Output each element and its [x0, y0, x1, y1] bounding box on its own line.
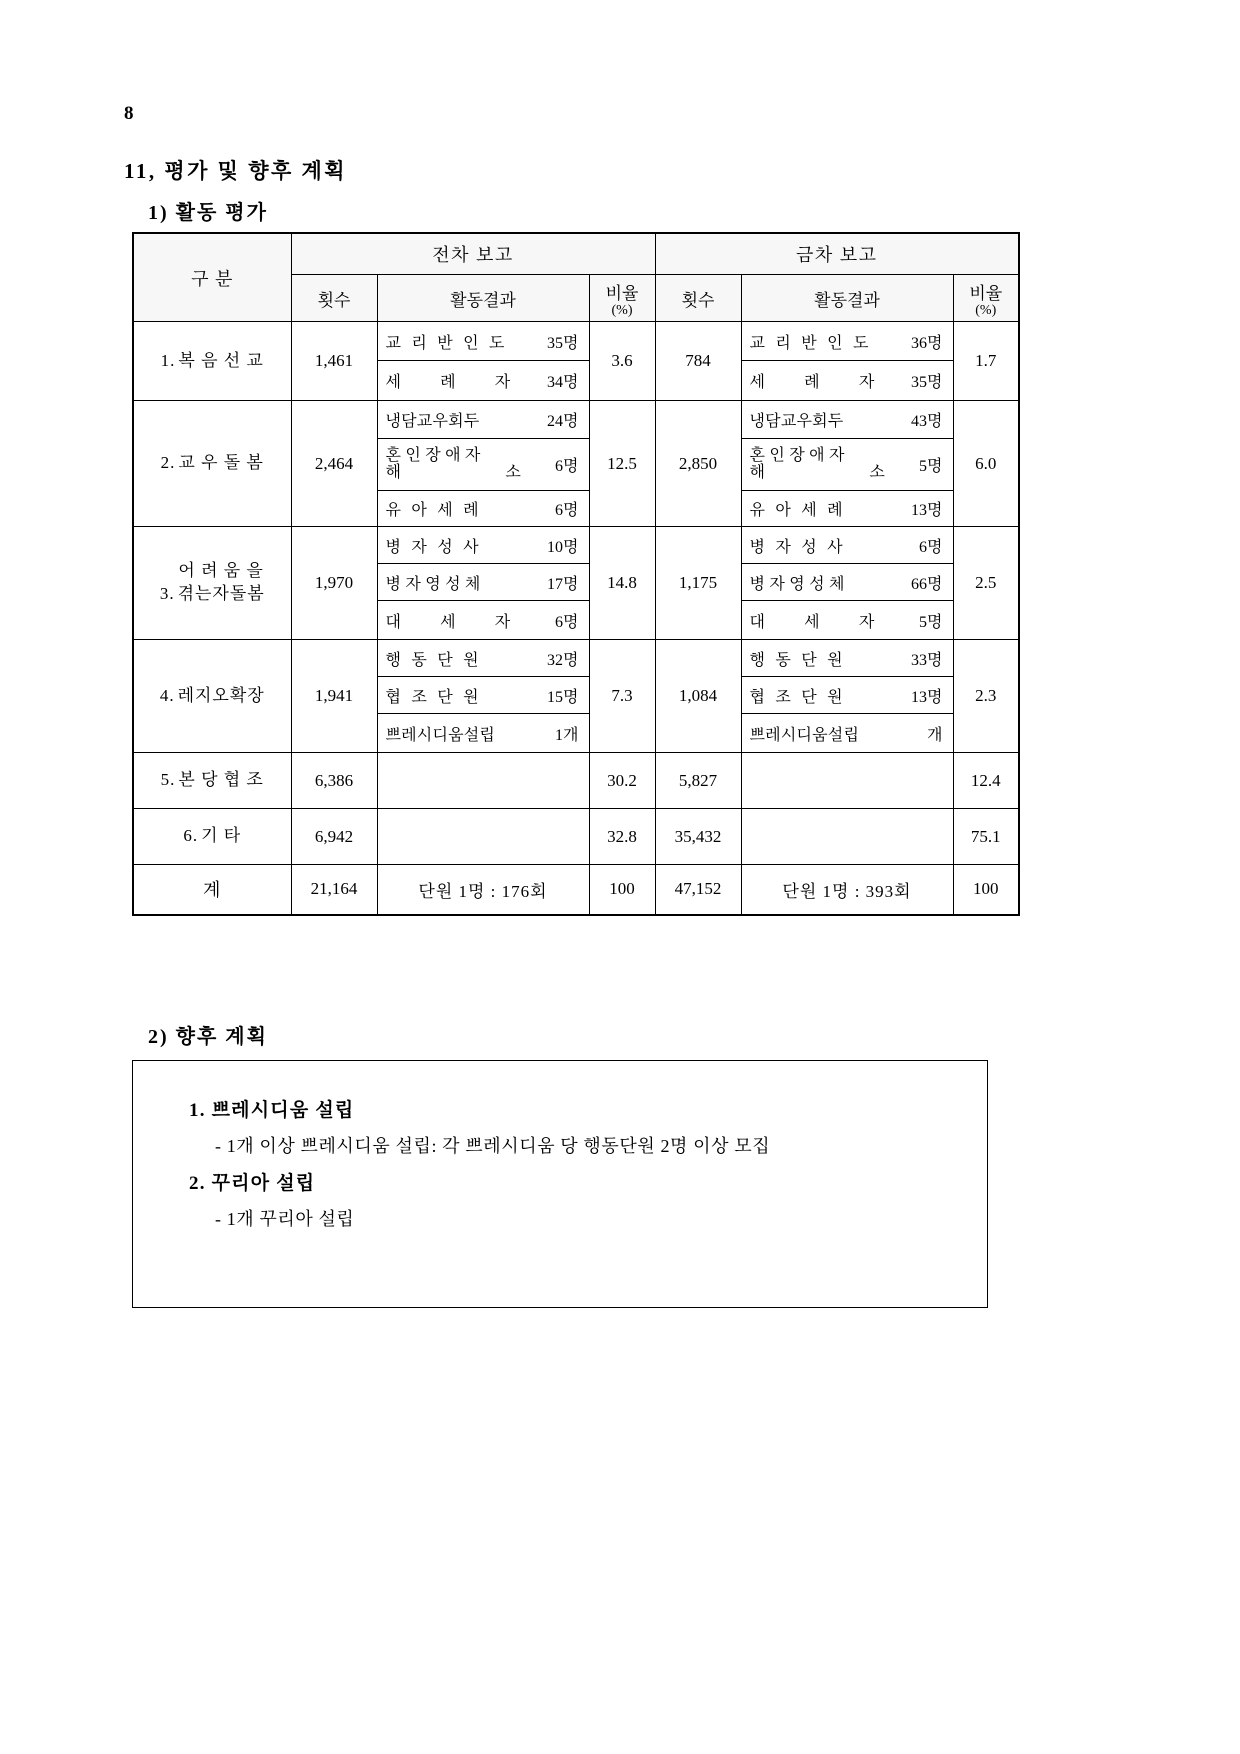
row-prev-count: 6,942 [291, 809, 377, 865]
result-item-value: 15명 [547, 688, 579, 706]
result-item-value: 6명 [919, 538, 943, 556]
result-item [378, 714, 589, 752]
result-item [742, 361, 953, 400]
row-prev-ratio: 14.8 [589, 527, 655, 640]
table-row [133, 640, 1019, 753]
row-prev-ratio: 30.2 [589, 753, 655, 809]
row-curr-results [741, 527, 953, 640]
result-item-value: 34명 [547, 374, 579, 391]
subheading-future-plan: 2) 향후 계획 [148, 1026, 268, 1048]
row-prev-count: 1,970 [291, 527, 377, 640]
result-item-label: 교 리 반 인 도 [385, 334, 508, 352]
future-plan-box [132, 1060, 988, 1308]
row-curr-ratio: 12.4 [953, 753, 1019, 809]
result-item [742, 527, 953, 564]
result-item-label: 쁘레시디움설립 [385, 726, 496, 744]
result-item [742, 322, 953, 361]
result-item-label: 혼 인 장 애 자 해 소 [749, 447, 886, 481]
row-curr-ratio: 1.7 [953, 322, 1019, 401]
total-label: 계 [133, 865, 291, 915]
result-item [742, 439, 953, 491]
total-prev-count: 21,164 [291, 865, 377, 915]
row-curr-results [741, 640, 953, 753]
result-item-value: 5명 [919, 458, 943, 475]
total-prev-result: 단원 1명 : 176회 [377, 865, 589, 915]
row-prev-count: 2,464 [291, 401, 377, 527]
result-item [742, 401, 953, 439]
header-group-current: 금차 보고 [655, 233, 1019, 275]
result-item-value: 6명 [555, 458, 579, 475]
result-item-value: 6명 [555, 613, 579, 631]
result-item-label: 유 아 세 례 [749, 502, 846, 519]
result-item-label: 교 리 반 인 도 [749, 334, 872, 352]
result-item-label: 세 례 자 [385, 374, 514, 391]
header-gubun: 구 분 [133, 233, 291, 322]
row-curr-count: 784 [655, 322, 741, 401]
result-item-label: 냉담교우회두 [385, 413, 480, 430]
table-body [133, 322, 1019, 915]
result-item-value: 1개 [555, 726, 579, 744]
subheading-activity-evaluation: 1) 활동 평가 [148, 202, 268, 224]
result-item [378, 491, 589, 526]
result-item [378, 601, 589, 639]
header-prev-ratio-unit: (%) [611, 302, 633, 318]
row-category-label: 복 음 선 교 [178, 350, 264, 370]
result-item-value: 17명 [547, 575, 579, 593]
row-curr-results [741, 753, 953, 809]
result-item-value: 5명 [919, 613, 943, 631]
section-heading: 11, 평가 및 향후 계획 [124, 159, 348, 183]
row-prev-results [377, 322, 589, 401]
table-row [133, 527, 1019, 640]
result-item-label: 협 조 단 원 [385, 688, 482, 706]
result-item-value: 33명 [911, 651, 943, 669]
row-curr-results [741, 401, 953, 527]
evaluation-table [132, 232, 1020, 916]
row-curr-ratio: 75.1 [953, 809, 1019, 865]
table-header [133, 233, 1019, 322]
result-item-label: 혼 인 장 애 자 해 소 [385, 447, 522, 481]
row-curr-results [741, 809, 953, 865]
result-item-value: 36명 [911, 334, 943, 352]
result-item-value: 35명 [911, 374, 943, 391]
row-prev-results [377, 753, 589, 809]
table-row [133, 401, 1019, 527]
header-prev-ratio [589, 275, 655, 322]
header-curr-ratio-unit: (%) [975, 302, 997, 318]
row-prev-count: 1,941 [291, 640, 377, 753]
row-curr-count: 2,850 [655, 401, 741, 527]
total-curr-ratio: 100 [953, 865, 1019, 915]
row-category-number: 1. [160, 350, 176, 370]
result-item [378, 677, 589, 714]
result-item-label: 유 아 세 례 [385, 502, 482, 519]
evaluation-table-wrapper [132, 232, 1003, 916]
row-prev-ratio: 12.5 [589, 401, 655, 527]
result-item-label: 대 세 자 [385, 613, 514, 631]
result-item [742, 640, 953, 677]
page-number: 8 [124, 103, 134, 124]
row-category-number: 6. [183, 826, 199, 846]
plan-item [167, 1095, 957, 1158]
result-item [378, 439, 589, 491]
row-category-label: 레지오확장 [177, 685, 265, 705]
plan-item-title: 1. 쁘레시디움 설립 [189, 1100, 355, 1121]
result-item [742, 564, 953, 601]
row-category [133, 401, 291, 527]
total-curr-result: 단원 1명 : 393회 [741, 865, 953, 915]
result-item [742, 677, 953, 714]
table-row [133, 809, 1019, 865]
row-prev-ratio: 3.6 [589, 322, 655, 401]
result-item [742, 601, 953, 639]
result-item-value: 13명 [911, 688, 943, 706]
row-prev-ratio: 7.3 [589, 640, 655, 753]
row-category-label: 교 우 돌 봄 [178, 453, 264, 473]
result-item-value: 10명 [547, 538, 579, 556]
result-item-label: 냉담교우회두 [749, 413, 844, 430]
row-prev-results [377, 401, 589, 527]
result-item [378, 322, 589, 361]
header-prev-result: 활동결과 [377, 275, 589, 322]
row-prev-results [377, 640, 589, 753]
result-item-label: 협 조 단 원 [749, 688, 846, 706]
row-prev-results [377, 809, 589, 865]
header-prev-ratio-label: 비율 [605, 283, 639, 303]
result-item [378, 401, 589, 439]
result-item-label: 병 자 영 성 체 [385, 575, 481, 593]
result-item-label: 병 자 성 사 [749, 538, 846, 556]
result-item-value: 66명 [911, 575, 943, 593]
row-category [133, 640, 291, 753]
result-item-label: 행 동 단 원 [749, 651, 846, 669]
result-item-label: 행 동 단 원 [385, 651, 482, 669]
row-prev-ratio: 32.8 [589, 809, 655, 865]
row-category-number: 5. [160, 770, 176, 790]
header-prev-count: 횟수 [291, 275, 377, 322]
row-category-label: 본 당 협 조 [178, 770, 264, 790]
row-curr-results [741, 322, 953, 401]
header-curr-ratio-label: 비율 [969, 283, 1003, 303]
result-item-value: 개 [927, 726, 943, 744]
result-item-label: 쁘레시디움설립 [749, 726, 860, 744]
result-item [742, 714, 953, 752]
result-item-label: 병 자 영 성 체 [749, 575, 845, 593]
result-item [378, 527, 589, 564]
result-item-value: 43명 [911, 413, 943, 430]
row-curr-ratio: 2.3 [953, 640, 1019, 753]
table-row [133, 753, 1019, 809]
result-item-label: 대 세 자 [749, 613, 878, 631]
row-curr-ratio: 6.0 [953, 401, 1019, 527]
row-category-number: 3. [159, 584, 175, 603]
result-item [378, 564, 589, 601]
total-curr-count: 47,152 [655, 865, 741, 915]
result-item-value: 24명 [547, 413, 579, 430]
result-item-label: 병 자 성 사 [385, 538, 482, 556]
header-group-previous: 전차 보고 [291, 233, 655, 275]
result-item-value: 35명 [547, 334, 579, 352]
row-category [133, 753, 291, 809]
result-item [378, 361, 589, 400]
table-total-row [133, 865, 1019, 915]
row-prev-results [377, 527, 589, 640]
result-item-value: 6명 [555, 502, 579, 519]
row-category-label: 기 타 [201, 826, 242, 846]
result-item [742, 491, 953, 526]
row-curr-count: 5,827 [655, 753, 741, 809]
header-curr-result: 활동결과 [741, 275, 953, 322]
result-item-label: 세 례 자 [749, 374, 878, 391]
table-row [133, 322, 1019, 401]
row-prev-count: 6,386 [291, 753, 377, 809]
total-prev-ratio: 100 [589, 865, 655, 915]
row-category-number: 4. [159, 685, 175, 705]
row-prev-count: 1,461 [291, 322, 377, 401]
plan-item-title: 2. 꾸리아 설립 [189, 1173, 316, 1194]
plan-item [167, 1168, 957, 1231]
row-curr-count: 1,175 [655, 527, 741, 640]
row-category [133, 809, 291, 865]
row-curr-count: 1,084 [655, 640, 741, 753]
row-curr-ratio: 2.5 [953, 527, 1019, 640]
header-curr-count: 횟수 [655, 275, 741, 322]
row-category [133, 322, 291, 401]
header-curr-ratio [953, 275, 1019, 322]
row-category [133, 527, 291, 640]
row-category-number: 2. [160, 453, 176, 473]
result-item [378, 640, 589, 677]
row-category-label: 어 려 움 을 겪는자돌봄 [177, 561, 265, 603]
plan-item-detail: - 1개 꾸리아 설립 [215, 1209, 355, 1229]
result-item-value: 13명 [911, 502, 943, 519]
result-item-value: 32명 [547, 651, 579, 669]
row-curr-count: 35,432 [655, 809, 741, 865]
plan-item-detail: - 1개 이상 쁘레시디움 설립: 각 쁘레시디움 당 행동단원 2명 이상 모집 [215, 1136, 771, 1156]
